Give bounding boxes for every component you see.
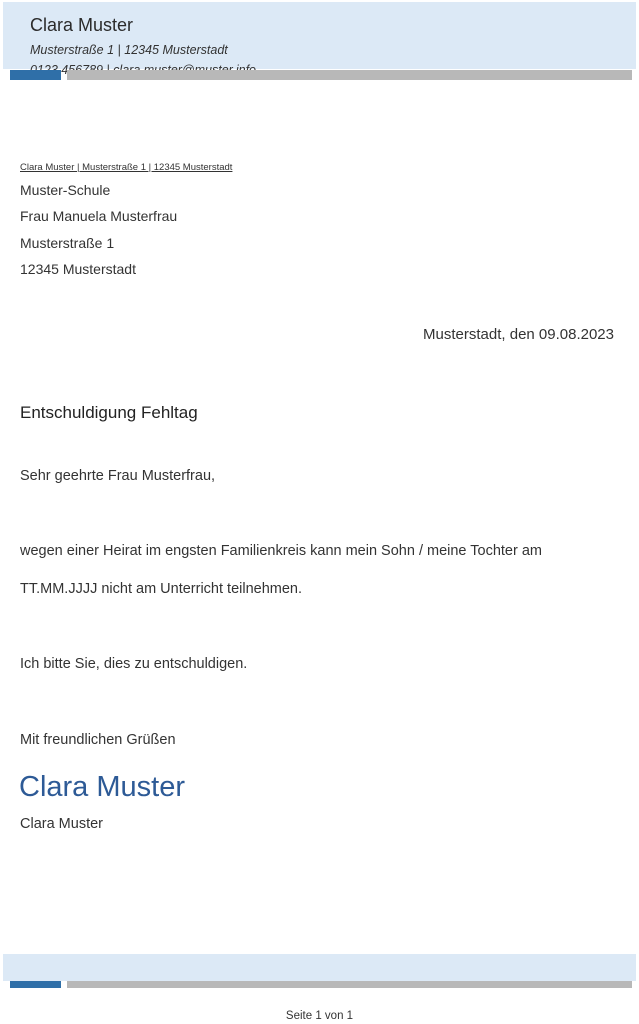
recipient-line-1: Muster-Schule	[20, 182, 111, 198]
closing: Mit freundlichen Grüßen	[20, 732, 176, 748]
letterhead-name: Clara Muster	[30, 15, 134, 35]
signer-name: Clara Muster	[20, 816, 103, 832]
sender-return-line: Clara Muster | Musterstraße 1 | 12345 Musterstadt	[20, 162, 233, 173]
salutation: Sehr geehrte Frau Musterfrau,	[20, 468, 216, 484]
body-line-2: TT.MM.JJJJ nicht am Unterricht teilnehmen.	[20, 581, 303, 597]
signature: Clara Muster	[19, 771, 185, 803]
page-number: Seite 1 von 1	[285, 1010, 354, 1022]
request-line: Ich bitte Sie, dies zu entschuldigen.	[20, 656, 248, 672]
header-divider	[67, 70, 632, 80]
recipient-line-3: Musterstraße 1	[20, 235, 115, 251]
header-accent-bar	[10, 70, 61, 80]
body-line-1: wegen einer Heirat im engsten Familienkreis kann mein Sohn / meine Tochter am	[20, 543, 542, 559]
footer-band	[3, 954, 636, 981]
letterhead	[3, 2, 636, 69]
letter-date: Musterstadt, den 09.08.2023	[423, 326, 614, 343]
footer-accent-bar	[10, 981, 61, 988]
letterhead-address: Musterstraße 1 | 12345 Musterstadt	[30, 43, 228, 57]
footer-divider	[67, 981, 632, 988]
recipient-line-2: Frau Manuela Musterfrau	[20, 208, 178, 224]
letter-subject: Entschuldigung Fehltag	[20, 403, 198, 422]
recipient-line-4: 12345 Musterstadt	[20, 261, 136, 277]
